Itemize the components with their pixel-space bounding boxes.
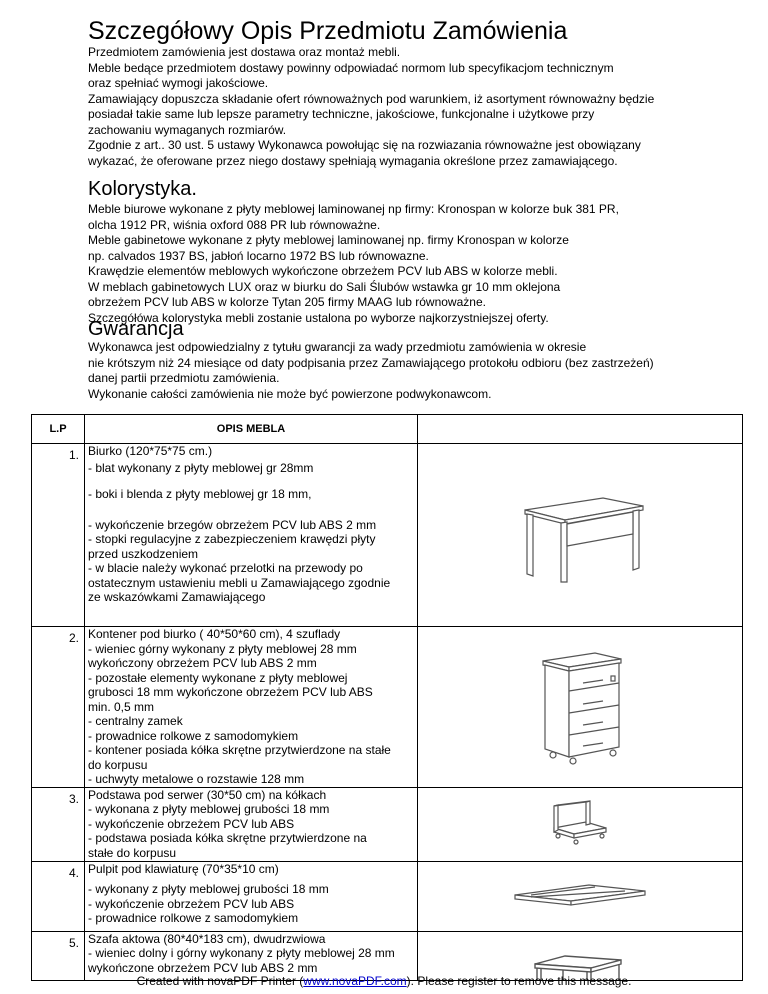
keyboard-tray-drawing <box>505 869 655 919</box>
row-number: 4. <box>32 861 85 931</box>
row-picture <box>418 931 743 980</box>
kolorystyka-heading: Kolorystyka. <box>88 178 197 200</box>
text-line: Przedmiotem zamówienia jest dostawa oraz montaż mebli. <box>88 45 401 59</box>
wardrobe-drawing <box>525 936 635 980</box>
gwarancja-paragraph <box>88 340 654 402</box>
text-line: Szczegółówa kolorystyka mebli zostanie ustalona po wyborze najkorzystniejszej oferty. <box>88 310 549 325</box>
table-row <box>32 787 743 861</box>
row-number: 2. <box>32 627 85 788</box>
text-line: Zgodnie z art.. 30 ust. 5 ustawy Wykonawca powołując się na rozwiazania równoważne jest obowiązany <box>88 138 641 152</box>
row-description: Pulpit pod klawiaturę (70*35*10 cm) - wykonany z płyty meblowej grubości 18 mm - wykończenie obrzeżem PCV lub ABS - prowadnice rolkowe z samodomykiem <box>85 861 418 931</box>
table-row <box>32 861 743 931</box>
table-row <box>32 627 743 788</box>
kolorystyka-paragraph <box>88 202 619 326</box>
intro-paragraph <box>88 45 654 169</box>
text-line: Meble bedące przedmiotem dostawy powinny odpowiadać normom lub specyfikacjom technicznym <box>88 60 614 75</box>
row-number: 5. <box>32 931 85 980</box>
column-header-picture <box>418 415 743 444</box>
text-line: Meble gabinetowe wykonane z płyty meblowej laminowanej np. firmy Kronospan w kolorze <box>88 233 569 247</box>
row-description: Kontener pod biurko ( 40*50*60 cm), 4 szuflady - wieniec górny wykonany z płyty meblowej 28 mm wykończony obrzeżem PCV lub ABS 2 mm - pozostałe elementy wykonane z płyty meblowej grubosci 18 mm wykończone obrzeżem PCV lub ABS min. 0,5 mm - centralny zamek - prowadnice rolkowe z samodomykiem - kontener posiada kółka skrętne przytwierdzone na stałe do korpusu - uchwyty metalowe o rozstawie 128 mm <box>85 627 418 788</box>
text-line: zachowaniu wymaganych rozmiarów. <box>88 122 287 137</box>
text-line: Meble biurowe wykonane z płyty meblowej laminowanej np firmy: Kronospan w kolorze buk 381 PR, <box>88 202 619 216</box>
row-description: Szafa aktowa (80*40*183 cm), dwudrzwiowa - wieniec dolny i górny wykonany z płyty meblowej 28 mm wykończone obrzeżem PCV lub ABS 2 mm <box>85 931 418 980</box>
furniture-spec-table <box>31 414 743 981</box>
table-row <box>32 931 743 980</box>
row-description: Biurko (120*75*75 cm.) - blat wykonany z płyty meblowej gr 28mm - boki i blenda z płyty meblowej gr 18 mm, - wykończenie brzegów obrzeżem PCV lub ABS 2 mm - stopki regulacyjne z zabezpieczeniem krawędzi płyty przed uszkodzeniem - w blacie należy wykonać przelotki na przewody po ostatecznym ustawieniu mebli u Zamawiającego zgodnie ze wskazówkami Zamawiającego <box>85 444 418 627</box>
text-line: wykazać, że oferowane przez niego dostawy spełniają wymagania określone przez zamawiającego. <box>88 153 618 168</box>
column-header-lp: L.P <box>32 415 85 444</box>
row-picture <box>418 627 743 788</box>
server-stand-drawing <box>540 792 620 852</box>
table-row <box>32 444 743 627</box>
text-line: Wykonawca jest odpowiedzialny z tytułu gwarancji za wady przedmiotu zamówienia w okresie <box>88 340 587 354</box>
text-line: danej partii przedmiotu zamówienia. <box>88 371 280 385</box>
drawer-container-drawing <box>525 635 635 775</box>
text-line: oraz spełniać wymogi jakościowe. <box>88 76 269 90</box>
row-number: 1. <box>32 444 85 627</box>
row-picture <box>418 861 743 931</box>
column-header-opis: OPIS MEBLA <box>85 415 418 444</box>
row-picture <box>418 444 743 627</box>
gwarancja-heading: Gwarancja <box>88 318 184 340</box>
text-line: np. calvados 1937 BS, jabłoń locarno 1972 BS lub równowazne. <box>88 248 429 263</box>
text-line: olcha 1912 PR, wiśnia oxford 088 PR lub równoważne. <box>88 217 381 232</box>
text-line: posiadał takie same lub lepsze parametry techniczne, jakościowe, funkcjonalne i użytkowe przy <box>88 107 595 121</box>
text-line: Wykonanie całości zamówienia nie może być powierzone podwykonawcom. <box>88 386 492 401</box>
table-header-row <box>32 415 743 444</box>
text-line: nie krótszym niż 24 miesiące od daty podpisania przez Zamawiającego protokołu odbioru (bez zastrzeżeń) <box>88 355 654 370</box>
text-line: W meblach gabinetowych LUX oraz w biurku do Sali Ślubów wstawka gr 10 mm oklejona <box>88 279 561 294</box>
text-line: Zamawiający dopuszcza składanie ofert równoważnych pod warunkiem, iż asortyment równoważny będzie <box>88 91 655 106</box>
pdf-footer-notice: Created with novaPDF Printer (www.novaPDF.com). Please register to remove this message. <box>136 974 632 988</box>
page-title: Szczegółowy Opis Przedmiotu Zamówienia <box>88 17 568 45</box>
row-description: Podstawa pod serwer (30*50 cm) na kółkach - wykonana z płyty meblowej grubości 18 mm - wykończenie obrzeżem PCV lub ABS - podstawa posiada kółka skrętne przytwierdzone na stałe do korpusu <box>85 787 418 861</box>
novapdf-link[interactable]: www.novaPDF.com <box>303 974 407 988</box>
text-line: obrzeżem PCV lub ABS w kolorze Tytan 205 firmy MAAG lub równoważne. <box>88 295 486 309</box>
row-number: 3. <box>32 787 85 861</box>
desk-drawing <box>505 478 655 588</box>
text-line: Krawędzie elementów meblowych wykończone obrzeżem PCV lub ABS w kolorze mebli. <box>88 264 558 278</box>
row-picture <box>418 787 743 861</box>
